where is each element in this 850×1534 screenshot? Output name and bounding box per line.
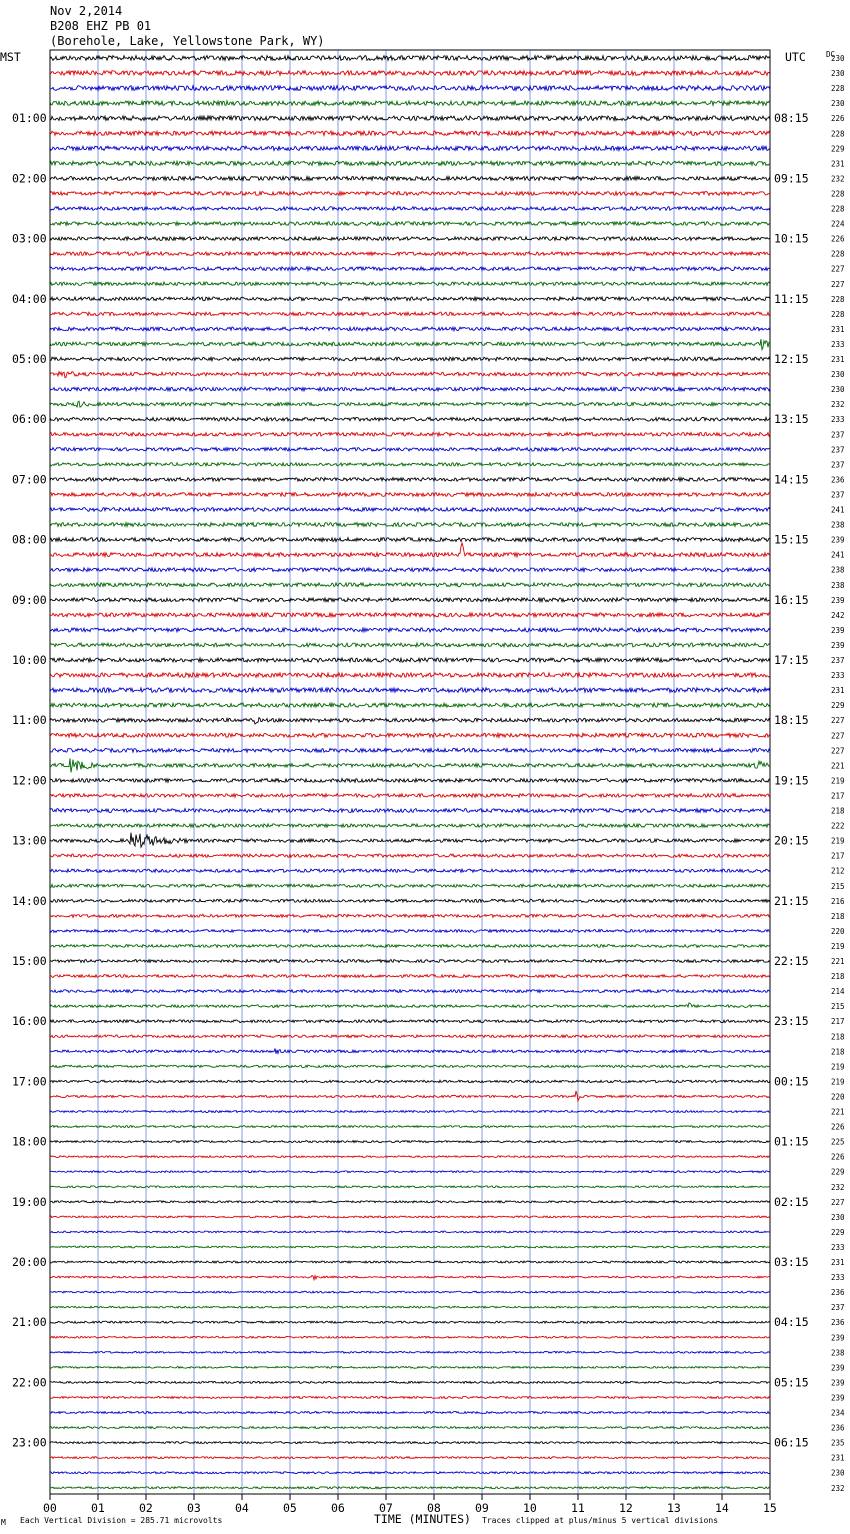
hour-label-utc: 04:15 (774, 1315, 809, 1330)
dc-value: 227 (831, 731, 845, 741)
trace-line-38 (50, 628, 770, 632)
trace-line-50 (50, 809, 770, 813)
trace-line-19 (50, 339, 770, 349)
dc-value: 233 (831, 671, 845, 681)
dc-value: 217 (831, 791, 845, 801)
hour-label-mst: 09:00 (12, 592, 47, 607)
dc-value: 234 (831, 1408, 845, 1418)
dc-value: 241 (831, 550, 845, 560)
dc-value: 228 (831, 294, 845, 304)
x-tick-label: 04 (235, 1501, 249, 1515)
header-station: B208 EHZ PB 01 (50, 19, 152, 33)
trace-line-66 (50, 1048, 770, 1053)
trace-line-81 (50, 1275, 770, 1279)
trace-line-15 (50, 282, 770, 285)
scale-note: Each Vertical Division = 285.71 microvolts (20, 1516, 223, 1525)
dc-value: 236 (831, 1288, 845, 1298)
dc-value: 218 (831, 911, 845, 921)
dc-value: 230 (831, 385, 845, 395)
dc-value: 239 (831, 640, 845, 650)
hour-label-utc: 02:15 (774, 1194, 809, 1209)
trace-line-37 (50, 613, 770, 617)
trace-line-65 (50, 1035, 770, 1038)
dc-value: 227 (831, 1197, 845, 1207)
trace-line-25 (50, 432, 770, 436)
trace-line-62 (50, 990, 770, 993)
hour-label-utc: 14:15 (774, 472, 809, 487)
dc-value: 237 (831, 445, 845, 455)
hour-label-mst: 07:00 (12, 472, 47, 487)
right-zone-label: UTC (785, 50, 806, 64)
dc-value: 217 (831, 851, 845, 861)
trace-line-51 (50, 824, 770, 827)
trace-line-34 (50, 568, 770, 572)
trace-line-94 (50, 1472, 770, 1474)
dc-value: 238 (831, 580, 845, 590)
hour-label-utc: 20:15 (774, 833, 809, 848)
x-tick-label: 06 (331, 1501, 345, 1515)
hour-label-mst: 13:00 (12, 833, 47, 848)
dc-value: 233 (831, 415, 845, 425)
hour-label-mst: 05:00 (12, 352, 47, 366)
trace-line-31 (50, 523, 770, 527)
trace-line-83 (50, 1306, 770, 1308)
trace-line-60 (50, 960, 770, 963)
x-tick-label: 02 (139, 1501, 153, 1515)
hour-label-mst: 03:00 (12, 231, 47, 246)
trace-line-1 (50, 71, 770, 76)
trace-line-95 (50, 1487, 770, 1489)
x-tick-label: 09 (475, 1501, 489, 1515)
trace-line-32 (50, 538, 770, 542)
trace-line-28 (50, 478, 770, 482)
trace-line-48 (50, 779, 770, 783)
trace-line-84 (50, 1321, 770, 1323)
trace-line-45 (50, 733, 770, 737)
trace-line-3 (50, 101, 770, 105)
hour-label-mst: 19:00 (12, 1194, 47, 1209)
trace-line-22 (50, 387, 770, 391)
dc-value: 241 (831, 505, 845, 515)
dc-value: 221 (831, 761, 845, 771)
trace-line-88 (50, 1381, 770, 1383)
dc-value: 221 (831, 1107, 845, 1117)
dc-value: 239 (831, 535, 845, 545)
dc-value: 228 (831, 189, 845, 199)
hour-label-utc: 18:15 (774, 713, 809, 728)
hour-label-mst: 06:00 (12, 412, 47, 427)
x-axis-title: TIME (MINUTES) (374, 1512, 471, 1526)
hour-label-mst: 02:00 (12, 171, 47, 186)
trace-line-57 (50, 914, 770, 917)
dc-value: 218 (831, 806, 845, 816)
dc-value: 230 (831, 1212, 845, 1222)
x-tick-label: 07 (379, 1501, 393, 1515)
hour-label-utc: 19:15 (774, 773, 809, 788)
trace-line-21 (50, 372, 770, 378)
dc-value: 229 (831, 1227, 845, 1237)
dc-value: 236 (831, 475, 845, 485)
dc-value: 219 (831, 1062, 845, 1072)
dc-value: 231 (831, 355, 845, 364)
hour-label-mst: 08:00 (12, 532, 47, 547)
trace-line-75 (50, 1186, 770, 1188)
dc-value: 224 (831, 219, 845, 229)
trace-line-79 (50, 1246, 770, 1248)
hour-label-mst: 15:00 (12, 954, 47, 968)
x-tick-label: 03 (187, 1501, 201, 1515)
dc-value: 219 (831, 941, 845, 951)
dc-value: 218 (831, 972, 845, 982)
trace-line-27 (50, 463, 770, 466)
hour-label-utc: 09:15 (774, 171, 809, 186)
trace-line-87 (50, 1366, 770, 1368)
dc-value: 220 (831, 926, 845, 936)
trace-line-52 (50, 833, 770, 848)
corner-mark: M (1, 1518, 6, 1527)
trace-line-92 (50, 1442, 770, 1444)
dc-value: 233 (831, 339, 845, 349)
dc-value: 226 (831, 1122, 845, 1132)
dc-value: 228 (831, 204, 845, 214)
dc-value: 235 (831, 1438, 845, 1448)
hour-label-utc: 15:15 (774, 532, 809, 547)
header-date: Nov 2,2014 (50, 4, 123, 18)
hour-label-utc: 12:15 (774, 352, 809, 366)
dc-value: 238 (831, 565, 845, 575)
hour-label-utc: 11:15 (774, 291, 809, 306)
x-tick-label: 15 (763, 1501, 777, 1515)
trace-line-86 (50, 1351, 770, 1353)
trace-line-23 (50, 401, 770, 407)
trace-line-80 (50, 1261, 770, 1263)
hour-label-mst: 21:00 (12, 1315, 47, 1330)
hour-label-utc: 01:15 (774, 1134, 809, 1149)
dc-value: 237 (831, 656, 845, 665)
trace-line-11 (50, 222, 770, 226)
dc-value: 231 (831, 324, 845, 334)
dc-value: 236 (831, 1423, 845, 1433)
x-tick-label: 13 (667, 1501, 681, 1515)
dc-label: DC (826, 50, 836, 59)
dc-value: 238 (831, 520, 845, 530)
dc-value: 230 (831, 99, 845, 109)
trace-line-82 (50, 1291, 770, 1293)
dc-value: 227 (831, 279, 845, 289)
trace-line-53 (50, 854, 770, 857)
header-location: (Borehole, Lake, Yellowstone Park, WY) (50, 34, 325, 48)
dc-value: 236 (831, 1318, 845, 1328)
trace-line-49 (50, 794, 770, 798)
hour-label-utc: 10:15 (774, 231, 809, 246)
trace-line-16 (50, 297, 770, 301)
hour-label-mst: 17:00 (12, 1074, 47, 1089)
trace-line-4 (50, 116, 770, 121)
dc-value: 215 (831, 1002, 845, 1012)
trace-line-77 (50, 1216, 770, 1218)
dc-value: 227 (831, 264, 845, 274)
dc-value: 228 (831, 249, 845, 259)
x-tick-label: 00 (43, 1501, 57, 1515)
trace-line-76 (50, 1201, 770, 1203)
x-tick-label: 11 (571, 1501, 585, 1515)
hour-label-utc: 23:15 (774, 1014, 809, 1029)
trace-line-55 (50, 884, 770, 887)
hour-label-mst: 22:00 (12, 1375, 47, 1390)
dc-value: 242 (831, 610, 845, 620)
dc-value: 230 (831, 69, 845, 79)
dc-value: 237 (831, 490, 845, 500)
hour-label-mst: 18:00 (12, 1134, 47, 1149)
dc-value: 215 (831, 881, 845, 891)
trace-line-14 (50, 267, 770, 271)
dc-value: 214 (831, 987, 845, 997)
trace-line-91 (50, 1427, 770, 1429)
dc-value: 230 (831, 54, 845, 63)
trace-line-10 (50, 207, 770, 211)
dc-value: 233 (831, 1273, 845, 1283)
trace-line-59 (50, 945, 770, 948)
trace-line-47 (50, 758, 770, 772)
dc-value: 231 (831, 159, 845, 169)
dc-value: 231 (831, 1453, 845, 1463)
dc-value: 216 (831, 896, 845, 906)
dc-value: 232 (831, 174, 845, 184)
dc-value: 227 (831, 746, 845, 756)
hour-label-mst: 16:00 (12, 1014, 47, 1029)
x-tick-label: 01 (91, 1501, 105, 1515)
dc-value: 230 (831, 370, 845, 380)
hour-label-mst: 20:00 (12, 1255, 47, 1269)
trace-line-8 (50, 176, 770, 180)
x-tick-label: 05 (283, 1501, 297, 1515)
dc-value: 239 (831, 595, 845, 605)
hour-label-mst: 12:00 (12, 773, 47, 788)
hour-label-utc: 05:15 (774, 1375, 809, 1390)
trace-line-39 (50, 643, 770, 647)
trace-line-89 (50, 1396, 770, 1398)
trace-line-20 (50, 357, 770, 361)
trace-line-35 (50, 583, 770, 587)
hour-label-utc: 03:15 (774, 1255, 809, 1269)
trace-line-64 (50, 1020, 770, 1023)
hour-label-utc: 21:15 (774, 893, 809, 908)
dc-value: 237 (831, 460, 845, 470)
dc-value: 233 (831, 1242, 845, 1252)
trace-line-70 (50, 1111, 770, 1113)
trace-line-26 (50, 448, 770, 451)
dc-value: 217 (831, 1017, 845, 1027)
dc-value: 226 (831, 234, 845, 244)
trace-line-33 (50, 543, 770, 557)
trace-line-30 (50, 508, 770, 512)
hour-label-utc: 16:15 (774, 592, 809, 607)
x-tick-label: 10 (523, 1501, 537, 1515)
trace-line-68 (50, 1080, 770, 1082)
trace-line-0 (50, 56, 770, 61)
trace-line-24 (50, 417, 770, 421)
trace-line-61 (50, 975, 770, 978)
hour-label-utc: 08:15 (774, 111, 809, 126)
trace-line-13 (50, 252, 770, 256)
trace-line-90 (50, 1412, 770, 1414)
trace-line-58 (50, 930, 770, 933)
trace-line-67 (50, 1065, 770, 1067)
dc-value: 221 (831, 957, 845, 966)
hour-label-mst: 14:00 (12, 893, 47, 908)
trace-line-7 (50, 161, 770, 165)
hour-label-utc: 13:15 (774, 412, 809, 427)
hour-label-mst: 10:00 (12, 653, 47, 667)
trace-line-41 (50, 673, 770, 677)
trace-line-29 (50, 493, 770, 497)
trace-line-93 (50, 1457, 770, 1459)
dc-value: 239 (831, 1333, 845, 1343)
trace-line-12 (50, 237, 770, 241)
dc-value: 226 (831, 1152, 845, 1162)
dc-value: 229 (831, 144, 845, 154)
trace-line-6 (50, 146, 770, 150)
dc-value: 239 (831, 1378, 845, 1388)
dc-value: 218 (831, 1047, 845, 1057)
trace-line-74 (50, 1171, 770, 1173)
hour-label-utc: 06:15 (774, 1435, 809, 1450)
dc-value: 231 (831, 1258, 845, 1267)
trace-line-36 (50, 598, 770, 602)
clip-note: Traces clipped at plus/minus 5 vertical divisions (482, 1516, 719, 1525)
dc-value: 232 (831, 400, 845, 410)
trace-line-18 (50, 327, 770, 331)
dc-value: 229 (831, 1167, 845, 1177)
dc-value: 226 (831, 114, 845, 124)
trace-line-73 (50, 1156, 770, 1158)
trace-line-17 (50, 312, 770, 315)
trace-line-78 (50, 1231, 770, 1233)
dc-value: 220 (831, 1092, 845, 1102)
trace-line-2 (50, 86, 770, 91)
dc-value: 232 (831, 1182, 845, 1192)
trace-line-42 (50, 688, 770, 693)
hour-label-utc: 22:15 (774, 954, 809, 968)
trace-line-69 (50, 1091, 770, 1101)
dc-value: 227 (831, 716, 845, 726)
trace-line-46 (50, 748, 770, 752)
dc-value: 218 (831, 1032, 845, 1042)
dc-value: 239 (831, 1393, 845, 1403)
hour-label-mst: 04:00 (12, 291, 47, 306)
dc-value: 228 (831, 309, 845, 319)
x-tick-label: 12 (619, 1501, 633, 1515)
trace-line-85 (50, 1336, 770, 1338)
hour-label-mst: 11:00 (12, 713, 47, 728)
dc-value: 219 (831, 776, 845, 786)
dc-value: 237 (831, 430, 845, 440)
trace-line-9 (50, 192, 770, 196)
left-zone-label: MST (0, 50, 21, 64)
trace-line-43 (50, 703, 770, 707)
hour-label-mst: 01:00 (12, 111, 47, 126)
trace-line-40 (50, 658, 770, 662)
trace-line-71 (50, 1126, 770, 1128)
hour-label-utc: 00:15 (774, 1074, 809, 1089)
trace-line-5 (50, 131, 770, 135)
dc-value: 238 (831, 1348, 845, 1358)
trace-group (50, 56, 770, 1489)
x-tick-label: 14 (715, 1501, 729, 1515)
hour-label-mst: 23:00 (12, 1435, 47, 1450)
dc-value: 212 (831, 866, 845, 876)
dc-value: 231 (831, 686, 845, 696)
hour-label-utc: 17:15 (774, 653, 809, 667)
dc-value: 239 (831, 1363, 845, 1373)
dc-value: 219 (831, 1077, 845, 1087)
x-tick-label: 08 (427, 1501, 441, 1515)
dc-value: 219 (831, 836, 845, 846)
dc-value: 229 (831, 701, 845, 711)
dc-value: 222 (831, 821, 845, 831)
trace-line-72 (50, 1141, 770, 1143)
dc-value: 237 (831, 1303, 845, 1313)
dc-value: 232 (831, 1483, 845, 1493)
trace-line-56 (50, 899, 770, 902)
trace-line-44 (50, 718, 770, 724)
dc-value: 239 (831, 625, 845, 635)
minute-gridlines (43, 50, 777, 1515)
dc-value: 230 (831, 1468, 845, 1478)
trace-line-63 (50, 1003, 770, 1008)
dc-value: 228 (831, 84, 845, 94)
dc-value: 225 (831, 1137, 845, 1147)
dc-value: 228 (831, 129, 845, 139)
trace-line-54 (50, 869, 770, 872)
